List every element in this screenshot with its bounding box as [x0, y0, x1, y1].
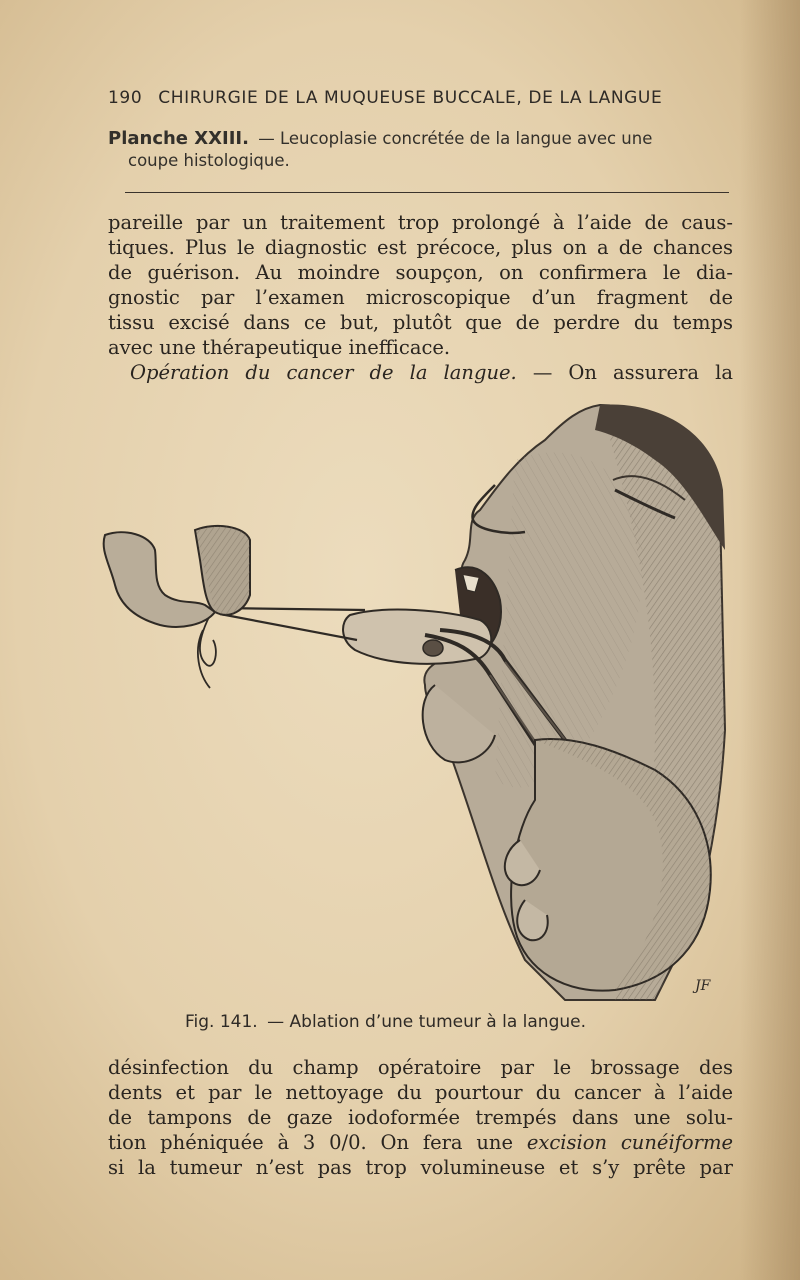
surgical-illustration [95, 400, 735, 1010]
running-head-title: CHIRURGIE DE LA MUQUEUSE BUCCALE, DE LA LANGUE [158, 88, 663, 108]
plate-caption-line2: coupe histologique. [128, 151, 290, 170]
plate-caption-line1: — Leucoplasie concrétée de la langue avec une [258, 129, 653, 148]
figure-caption-text: — Ablation d’une tumeur à la langue. [267, 1012, 586, 1032]
text-line: de tampons de gaze iodoformée trempés dans une solu- [108, 1106, 733, 1129]
figure-engraving [95, 400, 735, 1010]
section-continuation: — On assurera la [516, 361, 733, 384]
tumor [423, 640, 443, 656]
paragraph-bottom [108, 1055, 733, 1180]
text-line-emphasis [108, 1130, 733, 1155]
text-line: tiques. Plus le diagnostic est précoce, plus on a de chances [108, 236, 733, 259]
text-line: avec une thérapeutique inefficace. [108, 336, 451, 359]
emphasis-term: excision cunéiforme [526, 1131, 733, 1154]
text-line: tissu excisé dans ce but, plutôt que de perdre du temps [108, 311, 733, 334]
text-line: pareille par un traitement trop prolongé à l’aide de caus- [108, 211, 733, 234]
engraver-signature: JF [695, 978, 711, 994]
section-title: Opération du cancer de la langue. [130, 361, 517, 384]
text-line: désinfection du champ opératoire par le brossage des [108, 1056, 733, 1079]
figure-caption [185, 1012, 645, 1032]
text-line: dents et par le nettoyage du pourtour du cancer à l’aide [108, 1081, 733, 1104]
text-line: si la tumeur n’est pas trop volumineuse et s’y prête par [108, 1156, 733, 1179]
plate-caption [108, 128, 733, 172]
text-fragment: tion phéniquée à 3 0/0. On fera une [108, 1131, 527, 1154]
tongue [343, 610, 491, 664]
divider-rule [125, 192, 729, 193]
text-line: de guérison. Au moindre soupçon, on confirmera le dia- [108, 261, 733, 284]
text-line: gnostic par l’examen microscopique d’un fragment de [108, 286, 733, 309]
running-head [108, 88, 733, 108]
page-spine-shadow [740, 0, 800, 1280]
section-line [108, 360, 733, 385]
paragraph-top [108, 210, 733, 385]
figure-label: Fig. 141. [185, 1012, 258, 1032]
plate-label: Planche XXIII. [108, 128, 249, 149]
page-number: 190 [108, 88, 143, 108]
